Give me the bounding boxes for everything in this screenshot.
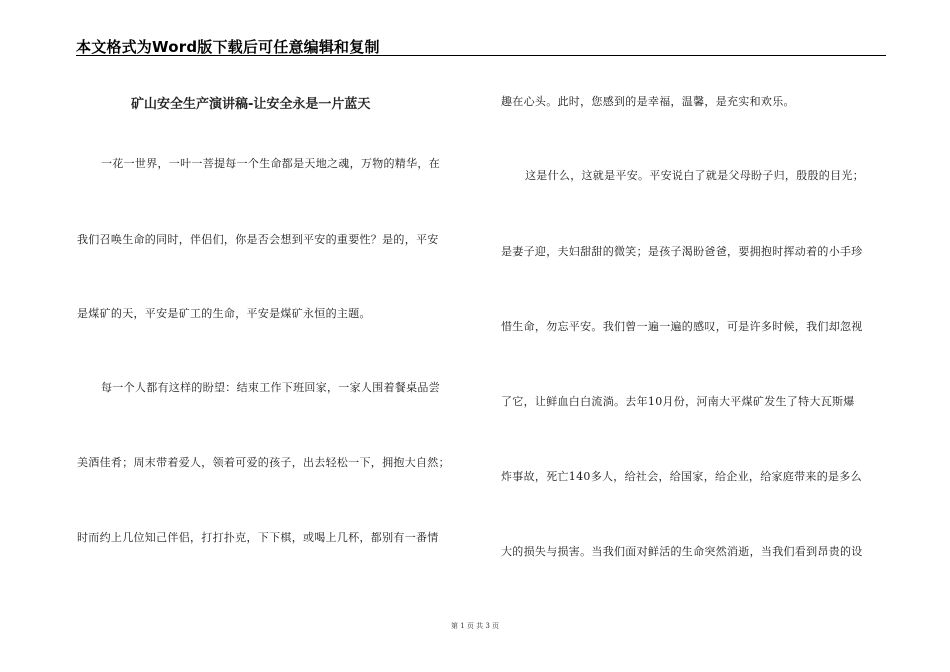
paragraph-line: 每一个人都有这样的盼望：结束工作下班回家，一家人围着餐桌品尝 [101, 381, 440, 394]
paragraph-line: 一花一世界，一叶一菩提每一个生命都是天地之魂，万物的精华，在 [101, 157, 440, 170]
paragraph-line: 是煤矿的天，平安是矿工的生命，平安是煤矿永恒的主题。 [77, 307, 371, 320]
paragraph-line: 这是什么，这就是平安。平安说白了就是父母盼子归，殷殷的目光； [525, 169, 864, 182]
paragraph-line: 趣在心头。此时，您感到的是幸福，温馨，是充实和欢乐。 [501, 95, 795, 108]
page-number: 第 1 页 共 3 页 [450, 622, 500, 630]
paragraph-line: 大的损失与损害。当我们面对鲜活的生命突然消逝，当我们看到昂贵的设 [501, 545, 863, 558]
paragraph-line: 炸事故，死亡140多人，给社会，给国家，给企业，给家庭带来的是多么 [501, 470, 862, 483]
paragraph-line: 了它，让鲜血白白流淌。去年10月份，河南大平煤矿发生了特大瓦斯爆 [501, 395, 855, 408]
paragraph-line: 我们召唤生命的同时，伴侣们，你是否会想到平安的重要性？是的，平安 [77, 233, 439, 246]
paragraph-line: 时而约上几位知己伴侣，打打扑克，下下棋，或喝上几杯，都别有一番情 [77, 531, 439, 544]
paragraph-line: 是妻子迎，夫妇甜甜的微笑；是孩子渴盼爸爸，要拥抱时挥动着的小手珍 [501, 245, 863, 258]
download-banner: 本文格式为Word版下载后可任意编辑和复制 [76, 38, 380, 56]
banner-divider [76, 55, 886, 56]
document-title: 矿山安全生产演讲稿-让安全永是一片蓝天 [131, 97, 371, 112]
paragraph-line: 惜生命，勿忘平安。我们曾一遍一遍的感叹，可是许多时候，我们却忽视 [501, 320, 863, 333]
paragraph-line: 美酒佳肴；周末带着爱人，领着可爱的孩子，出去轻松一下，拥抱大自然； [77, 456, 450, 469]
